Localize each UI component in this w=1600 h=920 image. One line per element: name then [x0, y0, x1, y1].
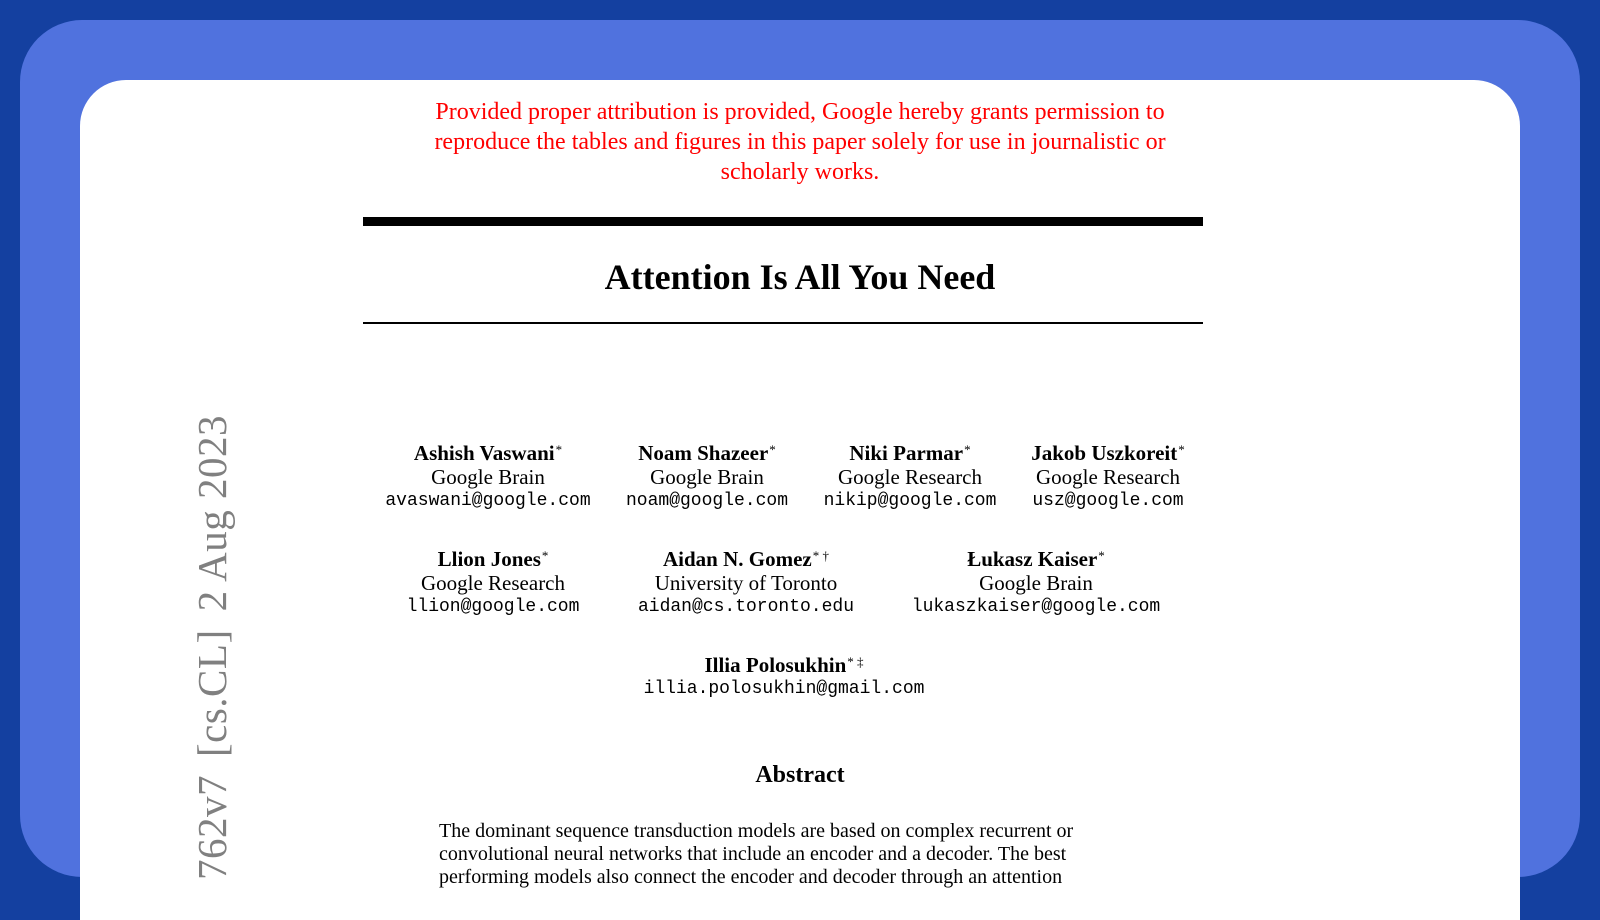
author-marks: * [541, 548, 549, 563]
permission-notice [80, 97, 1520, 187]
author-name: Niki Parmar [849, 441, 964, 465]
abstract-line: performing models also connect the encoder and decoder through an attention [439, 866, 1063, 888]
author-email: lukaszkaiser@google.com [911, 597, 1161, 617]
author-affiliation: Google Brain [979, 571, 1093, 595]
author-name: Aidan N. Gomez [662, 547, 812, 571]
author-marks: * † [812, 548, 829, 563]
author-email: illia.polosukhin@gmail.com [643, 679, 925, 699]
author-marks: * [555, 442, 563, 457]
author-affiliation: Google Research [1035, 465, 1181, 489]
paper-title: Attention Is All You Need [604, 257, 996, 297]
author-block [912, 547, 1160, 619]
author-block [385, 441, 590, 513]
author-email: llion@google.com [406, 597, 580, 617]
author-affiliation: University of Toronto [654, 571, 838, 595]
arxiv-category: [cs.CL] [189, 629, 235, 757]
author-marks: * [769, 442, 776, 457]
author-block [644, 653, 925, 701]
arxiv-stamp [188, 397, 236, 880]
author-block [626, 441, 788, 513]
author-affiliation: Google Brain [650, 465, 764, 489]
author-affiliation: Google Brain [431, 465, 545, 489]
author-block [638, 547, 854, 619]
author-email: aidan@cs.toronto.edu [637, 597, 855, 617]
author-block [407, 547, 580, 619]
author-affiliation: Google Research [837, 465, 983, 489]
author-name: Łukasz Kaiser [967, 547, 1098, 571]
author-block [824, 441, 997, 513]
author-marks: * ‡ [847, 654, 864, 669]
author-marks: * [964, 442, 971, 457]
author-marks: * [1098, 548, 1105, 563]
notice-line: scholarly works. [720, 159, 880, 185]
author-email: nikip@google.com [823, 491, 997, 511]
title-rule-bottom [363, 322, 1203, 324]
arxiv-id: 762v7 [189, 775, 235, 880]
author-name: Noam Shazeer [638, 441, 769, 465]
notice-line: Provided proper attribution is provided, Google hereby grants permission to [435, 99, 1165, 125]
abstract-line: convolutional neural networks that include an encoder and a decoder. The best [439, 843, 1067, 865]
abstract-heading: Abstract [755, 762, 845, 788]
author-name: Llion Jones [437, 547, 541, 571]
notice-line: reproduce the tables and figures in this paper solely for use in journalistic or [434, 129, 1166, 155]
author-name: Jakob Uszkoreit [1031, 441, 1178, 465]
abstract-line: The dominant sequence transduction models are based on complex recurrent or [439, 820, 1074, 842]
title-rule-top [363, 217, 1203, 226]
author-block [1031, 441, 1185, 513]
abstract-body [439, 820, 1127, 889]
author-email: avaswani@google.com [385, 491, 591, 511]
paper-page [80, 80, 1520, 920]
author-affiliation: Google Research [420, 571, 566, 595]
author-name: Ashish Vaswani [413, 441, 555, 465]
author-name: Illia Polosukhin [704, 653, 847, 677]
author-email: noam@google.com [625, 491, 789, 511]
arxiv-date: 2 Aug 2023 [189, 415, 235, 612]
author-email: usz@google.com [1032, 491, 1184, 511]
author-marks: * [1178, 442, 1185, 457]
